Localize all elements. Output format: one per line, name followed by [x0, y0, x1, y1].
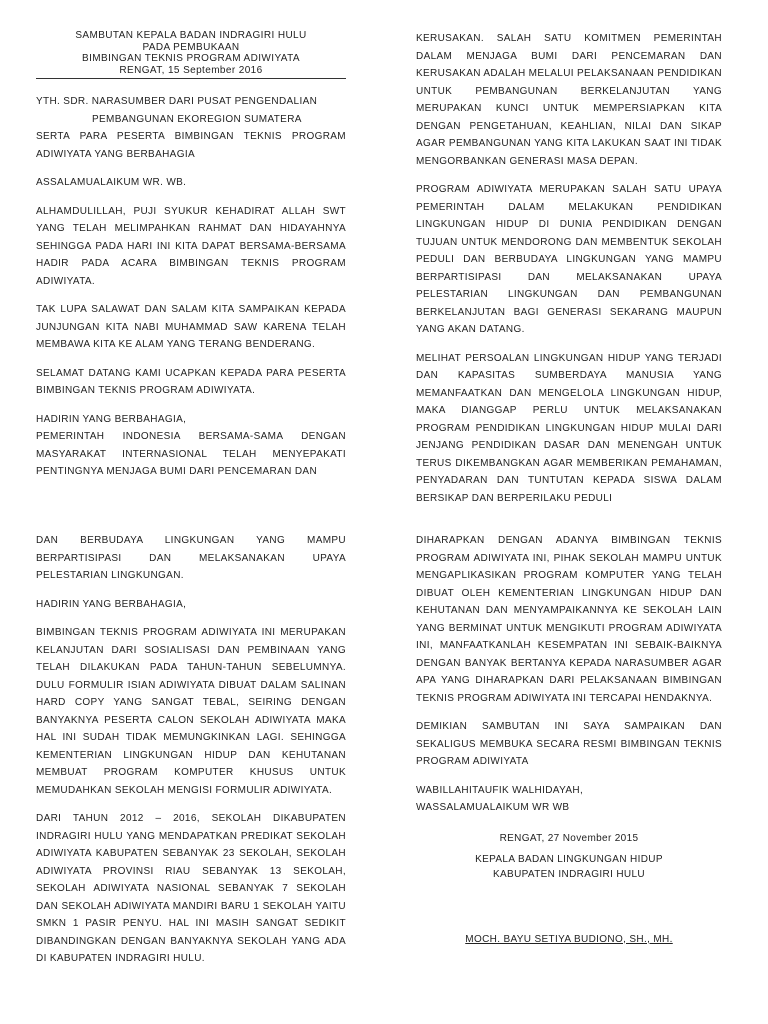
document-header	[36, 30, 346, 79]
signature-block	[416, 831, 722, 947]
paragraph: PROGRAM ADIWIYATA MERUPAKAN SALAH SATU UPAYA PEMERINTAH DALAM MELAKUKAN PENDIDIKAN LINGKUNGAN HIDUP DI DUNIA PENDIDIKAN DENGAN TUJUAN UNTUK MENDORONG DAN MEMBENTUK SEKOLAH PEDULI DAN BERBUDAYA LINGKUNGAN YANG MAMPU BERPARTISIPASI DAN MELAKSANAKAN UPAYA PELESTARIAN LINGKUNGAN DAN PEMBANGUNAN BERKELANJUTAN BAGI GENERASI SEKARANG MAUPUN YANG AKAN DATANG.	[416, 184, 722, 335]
paragraph: ALHAMDULILLAH, PUJI SYUKUR KEHADIRAT ALLAH SWT YANG TELAH MELIMPAHKAN RAHMAT DAN HIDAYAHNYA SEHINGGA PADA HARI INI KITA DAPAT BERSAMA-BERSAMA HADIR PADA ACARA BIMBINGAN TEKNIS PROGRAM ADIWIYATA.	[36, 205, 346, 287]
address-line-1: YTH. SDR. NARASUMBER DARI PUSAT PENGENDALIAN	[36, 96, 318, 108]
closing-line-1: WABILLAHITAUFIK WALHIDAYAH,	[416, 784, 584, 796]
paragraph: PEMERINTAH INDONESIA BERSAMA-SAMA DENGAN MASYARAKAT INTERNASIONAL TELAH MENYEPAKATI PENTINGNYA MENJAGA BUMI DARI PENCEMARAN DAN	[36, 431, 346, 478]
signatory-name: MOCH. BAYU SETIYA BUDIONO, SH., MH.	[465, 933, 673, 945]
paragraph: TAK LUPA SALAWAT DAN SALAM KITA SAMPAIKAN KEPADA JUNJUNGAN KITA NABI MUHAMMAD SAW KARENA TELAH MEMBAWA KITA KE ALAM YANG TERANG BENDERANG.	[36, 304, 346, 351]
address-line-2: PEMBANGUNAN EKOREGION SUMATERA	[92, 113, 302, 125]
office-title: KEPALA BADAN LINGKUNGAN HIDUP	[475, 853, 663, 865]
header-date: RENGAT, 15 September 2016	[119, 64, 263, 76]
header-occasion: PADA PEMBUKAAN	[142, 41, 240, 53]
page-3	[36, 532, 346, 1002]
paragraph: DAN BERBUDAYA LINGKUNGAN YANG MAMPU BERPARTISIPASI DAN MELAKSANAKAN UPAYA PELESTARIAN LINGKUNGAN.	[36, 535, 346, 581]
page-2	[416, 30, 722, 504]
paragraph: DEMIKIAN SAMBUTAN INI SAYA SAMPAIKAN DAN SEKALIGUS MEMBUKA SECARA RESMI BIMBINGAN TEKNIS PROGRAM ADIWIYATA	[416, 721, 722, 767]
paragraph: BIMBINGAN TEKNIS PROGRAM ADIWIYATA INI MERUPAKAN KELANJUTAN DARI SOSIALISASI DAN PEMBINAAN YANG TELAH DILAKUKAN PADA TAHUN-TAHUN SEBELUMNYA. DULU FORMULIR ISIAN ADIWIYATA DIBUAT DALAM SALINAN HARD COPY YANG SANGAT TEBAL, SEIRING DENGAN BANYAKNYA PESERTA CALON SEKOLAH ADIWIYATA MAKA HAL INI SUDAH TIDAK MEMUNGKINKAN LAGI. SEHINGGA KEMENTERIAN LINGKUNGAN HIDUP DAN KEHUTANAN MEMBUAT PROGRAM KOMPUTER KHUSUS UNTUK MEMUDAHKAN SEKOLAH MENGISI FORMULIR ADIWIYATA.	[36, 627, 346, 796]
salutation: HADIRIN YANG BERBAHAGIA,	[36, 413, 187, 425]
paragraph: SELAMAT DATANG KAMI UCAPKAN KEPADA PARA PESERTA BIMBINGAN TEKNIS PROGRAM ADIWIYATA.	[36, 367, 346, 397]
salutation: HADIRIN YANG BERBAHAGIA,	[36, 598, 187, 610]
header-title: SAMBUTAN KEPALA BADAN INDRAGIRI HULU	[75, 30, 307, 41]
page-1	[36, 30, 346, 478]
header-event: BIMBINGAN TEKNIS PROGRAM ADIWIYATA	[82, 53, 300, 65]
place-date: RENGAT, 27 November 2015	[499, 832, 639, 844]
paragraph: MELIHAT PERSOALAN LINGKUNGAN HIDUP YANG TERJADI DAN KAPASITAS SUMBERDAYA MANUSIA YANG MEMANFAATKAN DAN MENGELOLA LINGKUNGAN HIDUP, MAKA DIANGGAP PERLU UNTUK MELAKSANAKAN PROGRAM PENDIDIKAN LINGKUNGAN HIDUP MULAI DARI JENJANG PENDIDIKAN DASAR DAN MENENGAH UNTUK TERUS DIKEMBANGKAN AGAR MEMBERIKAN PEMAHAMAN, PENYADARAN DAN TUNTUTAN KEPADA SISWA DALAM BERSIKAP DAN BERPERILAKU PEDULI	[416, 352, 722, 504]
closing-line-2: WASSALAMUALAIKUM WR WB	[416, 802, 570, 813]
paragraph: DIHARAPKAN DENGAN ADANYA BIMBINGAN TEKNIS PROGRAM ADIWIYATA INI, PIHAK SEKOLAH MAMPU UNTUK MENGAPLIKASIKAN PROGRAM KOMPUTER YANG TELAH DIBUAT OLEH KEMENTERIAN LINGKUNGAN HIDUP DAN KEHUTANAN DAN MENYAMPAIKANNYA KE SEKOLAH LAIN YANG BERMINAT UNTUK MENGIKUTI PROGRAM ADIWIYATA INI, MANFAATKANLAH KESEMPATAN INI SEBAIK-BAIKNYA DENGAN BANYAK BERTANYA KEPADA NARASUMBER AGAR APA YANG DIHARAPKAN DARI PELAKSANAAN BIMBINGAN TEKNIS PROGRAM ADIWIYATA INI TERCAPAI HENDAKNYA.	[416, 535, 722, 704]
paragraph: DARI TAHUN 2012 – 2016, SEKOLAH DIKABUPATEN INDRAGIRI HULU YANG MENDAPATKAN PREDIKAT SEKOLAH ADIWIYATA KABUPATEN SEBANYAK 23 SEKOLAH, SEKOLAH ADIWIYATA PROVINSI RIAU SEBANYAK 13 SEKOLAH, SEKOLAH ADIWIYATA NASIONAL SEBANYAK 7 SEKOLAH DAN SEKOLAH ADIWIYATA MANDIRI BARU 1 SEKOLAH YAITU SMKN 1 PASIR PENYU. HAL INI MASIH SANGAT SEDIKIT DIBANDINGKAN DENGAN BANYAKNYA SEKOLAH YANG ADA DI KABUPATEN INDRAGIRI HULU.	[36, 813, 346, 964]
page-4	[416, 532, 722, 1002]
greeting: ASSALAMUALAIKUM WR. WB.	[36, 177, 187, 189]
paragraph: KERUSAKAN. SALAH SATU KOMITMEN PEMERINTAH DALAM MENJAGA BUMI DARI PENCEMARAN DAN KERUSAKAN ADALAH MELALUI PELAKSANAAN PENDIDIKAN UNTUK PEMBANGUNAN BERKELANJUTAN YANG MERUPAKAN KUNCI UNTUK MEMPERSIAPKAN KITA DENGAN PENGETAHUAN, KEAHLIAN, NILAI DAN SIKAP AGAR PEMBANGUNAN YANG KITA LAKUKAN SAAT INI TIDAK MENGORBANKAN GENERASI MASA DEPAN.	[416, 33, 722, 167]
office-region: KABUPATEN INDRAGIRI HULU	[493, 868, 645, 880]
address-line-3: SERTA PARA PESERTA BIMBINGAN TEKNIS PROGRAM ADIWIYATA YANG BERBAHAGIA	[36, 131, 346, 160]
